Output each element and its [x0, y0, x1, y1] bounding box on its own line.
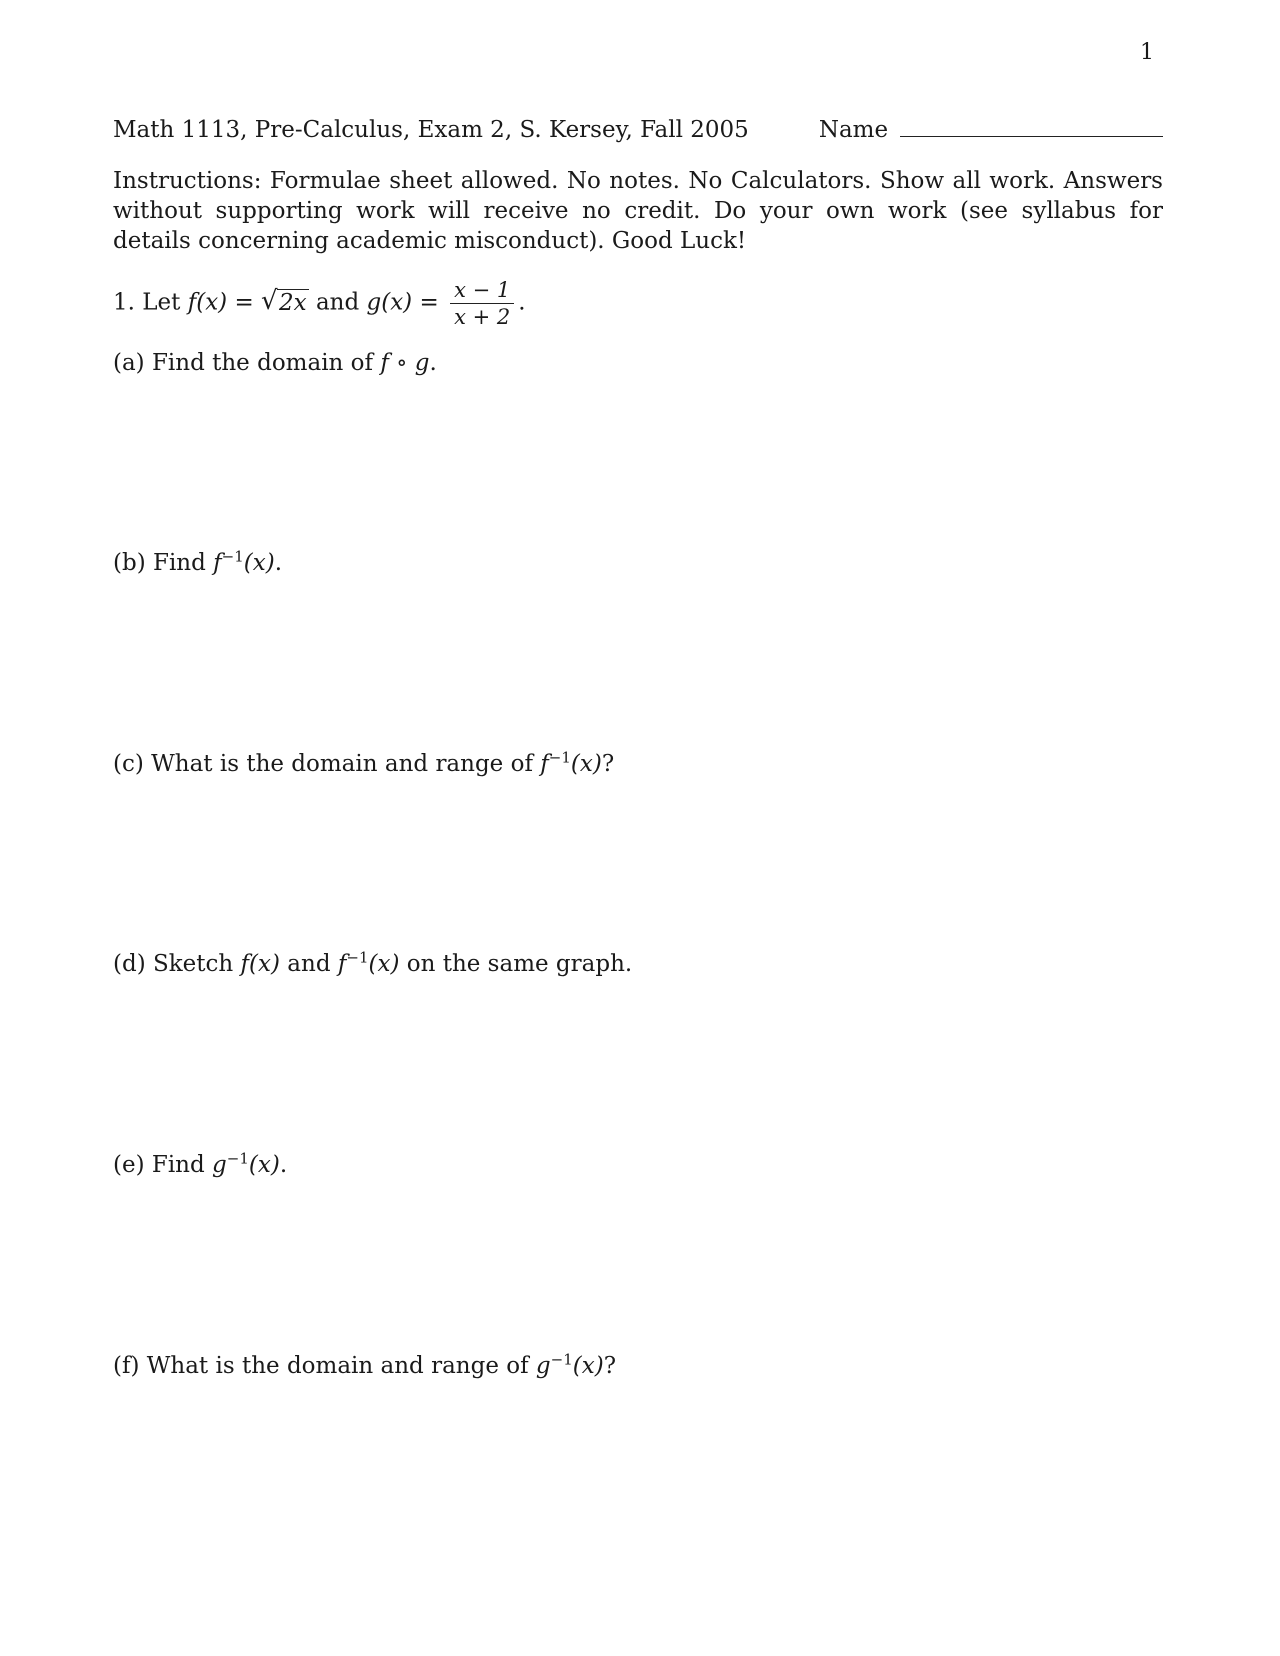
- sqrt-expression: [261, 285, 309, 316]
- instructions: Instructions: Formulae sheet allowed. No notes. No Calculators. Show all work. Answers without supporting work will receive no credit. Do your own work (see syllabus for details concerning academic misconduct). Good Luck!: [113, 168, 1163, 254]
- part-d-base: f: [337, 951, 347, 977]
- part-e-base: g: [212, 1152, 227, 1178]
- sqrt-sign-icon: √: [261, 285, 278, 316]
- g-definition-lhs: g(x) =: [366, 289, 439, 316]
- part-b-arg: (x): [243, 550, 275, 576]
- part-b-suffix: .: [274, 550, 283, 576]
- f-definition-lhs: f(x) =: [187, 289, 254, 316]
- part-f-sup: −1: [550, 1350, 573, 1369]
- page-number: 1: [1140, 40, 1154, 65]
- part-b-base: f: [213, 550, 222, 576]
- part-d-mid: and: [287, 951, 331, 977]
- part-c-suffix: ?: [601, 751, 615, 777]
- problem-1-statement: [113, 278, 526, 329]
- part-c-text: (c) What is the domain and range of: [113, 751, 533, 777]
- exam-header: [113, 116, 1163, 143]
- and-word: and: [315, 289, 360, 316]
- part-f: [113, 1350, 617, 1379]
- part-a: [113, 350, 437, 376]
- part-b-text: (b) Find: [113, 550, 206, 576]
- part-f-text: (f) What is the domain and range of: [113, 1353, 529, 1379]
- part-f-arg: (x): [572, 1353, 604, 1379]
- part-a-suffix: .: [429, 350, 437, 376]
- part-e-arg: (x): [248, 1152, 280, 1178]
- name-blank-line[interactable]: [900, 116, 1163, 137]
- problem-1-period: .: [518, 289, 526, 316]
- part-e-sup: −1: [226, 1149, 249, 1168]
- g-fraction: [450, 278, 514, 329]
- part-e-suffix: .: [279, 1152, 288, 1178]
- part-d-sup: −1: [346, 948, 369, 967]
- part-b: [113, 547, 283, 576]
- part-d-suffix: on the same graph.: [406, 951, 633, 977]
- part-b-sup: −1: [221, 547, 244, 566]
- g-numerator: x − 1: [454, 278, 511, 302]
- part-c-arg: (x): [570, 751, 602, 777]
- g-denominator: x + 2: [450, 303, 514, 329]
- part-d-arg: (x): [368, 951, 400, 977]
- part-d: [113, 948, 633, 977]
- part-d-math1: f(x): [240, 951, 280, 977]
- part-c-sup: −1: [548, 748, 571, 767]
- part-e-text: (e) Find: [113, 1152, 205, 1178]
- sqrt-radicand: 2x: [279, 289, 307, 316]
- part-a-text: (a) Find the domain of: [113, 350, 374, 376]
- part-d-text: (d) Sketch: [113, 951, 234, 977]
- part-f-base: g: [535, 1353, 551, 1379]
- part-f-suffix: ?: [603, 1353, 617, 1379]
- part-e: [113, 1149, 288, 1178]
- exam-title: Math 1113, Pre-Calculus, Exam 2, S. Kersey, Fall 2005: [113, 117, 749, 143]
- problem-1-number: 1. Let: [113, 289, 181, 316]
- name-label: Name: [818, 117, 889, 143]
- part-c: [113, 748, 615, 777]
- part-c-base: f: [540, 751, 549, 777]
- part-a-math: f ∘ g: [380, 350, 430, 376]
